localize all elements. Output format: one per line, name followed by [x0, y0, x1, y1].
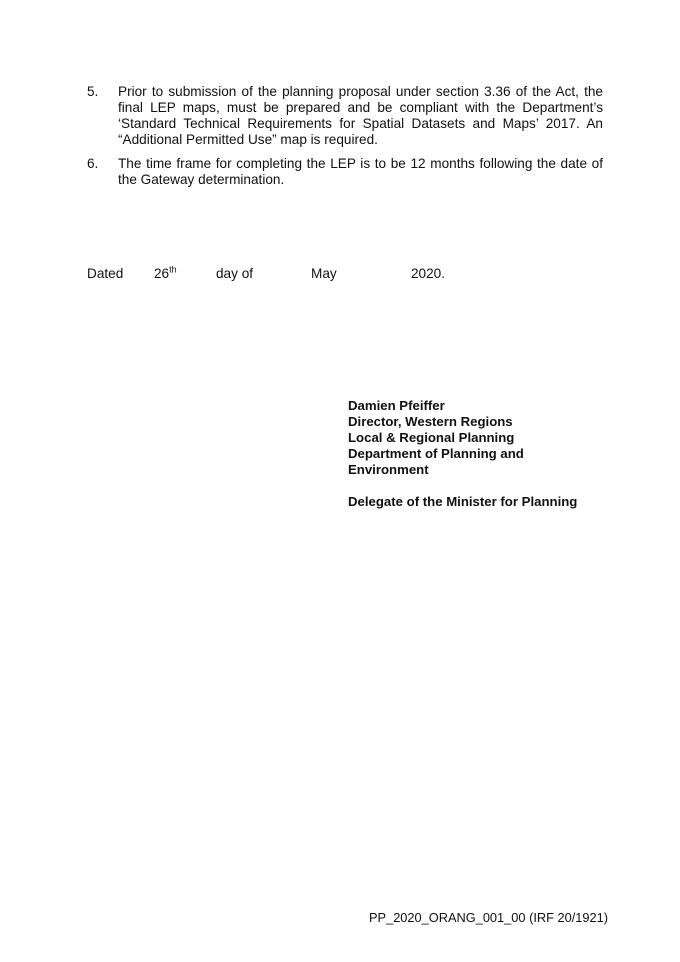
day-suffix: th	[169, 264, 177, 275]
day-number: 26	[154, 266, 170, 281]
signature-block	[348, 398, 577, 510]
item-number: 5.	[87, 84, 99, 99]
item-text: The time frame for completing the LEP is to be 12 months following the date of the Gateway determination.	[118, 156, 603, 187]
signatory-division: Local & Regional Planning	[348, 430, 515, 445]
dated-year: 2020.	[411, 266, 446, 281]
day-of-label: day of	[216, 266, 254, 281]
item-number: 6.	[87, 156, 99, 171]
dated-day	[154, 266, 177, 281]
signatory-department: Department of Planning and	[348, 446, 524, 461]
dated-month: May	[311, 266, 337, 281]
dated-label: Dated	[87, 266, 124, 281]
document-reference: PP_2020_ORANG_001_00 (IRF 20/1921)	[369, 910, 609, 925]
delegate-line: Delegate of the Minister for Planning	[348, 494, 578, 509]
item-text: Prior to submission of the planning proposal under section 3.36 of the Act, the final LEP maps, must be prepared and be compliant with the Department’s ‘Standard Technical Requirements for Spatial Datasets and Maps’ 2017. An “Additional Permitted Use” map is required.	[118, 84, 603, 147]
signatory-department-cont: Environment	[348, 462, 429, 477]
signatory-title: Director, Western Regions	[348, 414, 513, 429]
condition-item-6	[87, 156, 603, 188]
signatory-name: Damien Pfeiffer	[348, 398, 445, 413]
condition-item-5	[87, 84, 603, 148]
